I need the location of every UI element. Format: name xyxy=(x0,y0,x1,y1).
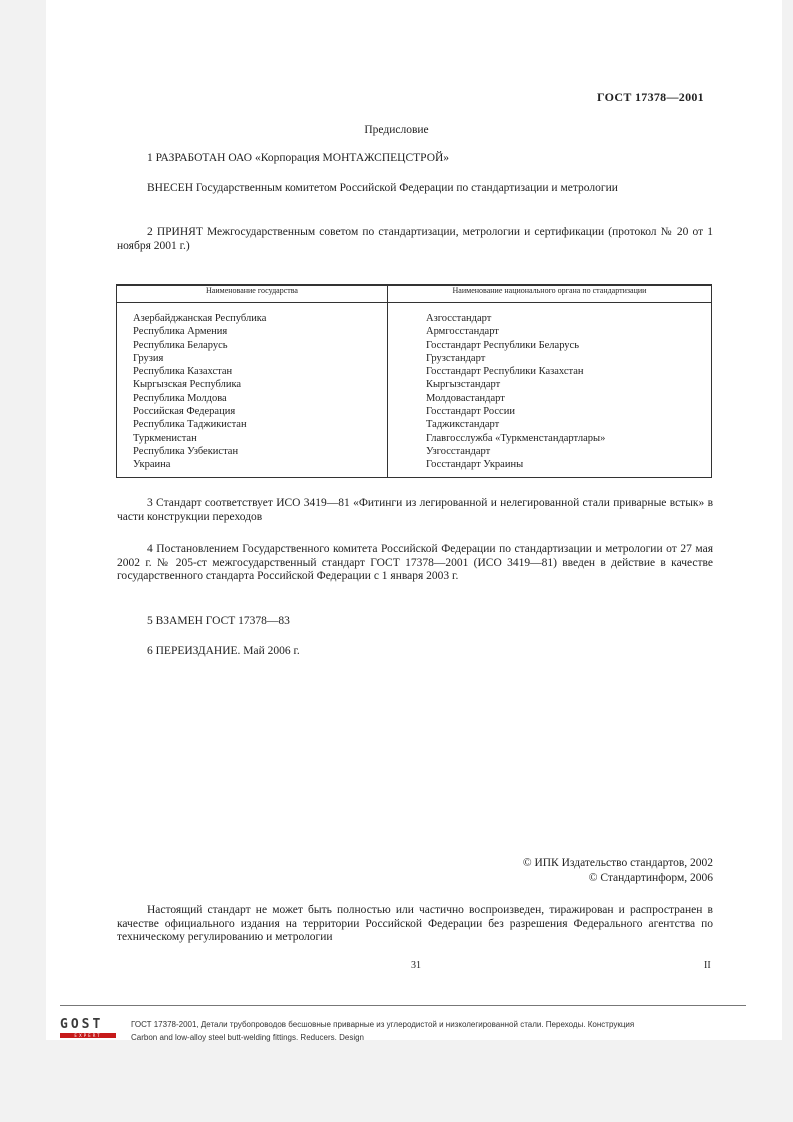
footer-divider xyxy=(60,1005,746,1006)
logo-top-text: GOST xyxy=(60,1017,104,1032)
standardization-body: Госстандарт Украины xyxy=(426,459,524,471)
table-header-state: Наименование государства xyxy=(117,285,388,303)
table-header-body: Наименование национального органа по стандартизации xyxy=(388,285,712,303)
standardization-body: Госстандарт Республики Казахстан xyxy=(426,366,584,378)
state-name: Грузия xyxy=(133,352,164,364)
paragraph-introduced: ВНЕСЕН Государственным комитетом Российской Федерации по стандартизации и метрологии xyxy=(147,182,618,194)
paragraph-reissue: 6 ПЕРЕИЗДАНИЕ. Май 2006 г. xyxy=(147,645,300,657)
standardization-body: Армгосстандарт xyxy=(426,326,499,338)
state-name: Республика Молдова xyxy=(133,392,227,404)
standardization-body: Госстандарт Республики Беларусь xyxy=(426,339,580,351)
paragraph-replaces: 5 ВЗАМЕН ГОСТ 17378—83 xyxy=(147,615,290,627)
state-name: Туркменистан xyxy=(133,432,197,444)
state-name: Российская Федерация xyxy=(133,406,236,418)
state-name: Республика Беларусь xyxy=(133,339,228,351)
gost-expert-logo xyxy=(60,1019,116,1038)
footer-title-en: Carbon and low-alloy steel butt-welding fittings. Reducers. Design xyxy=(131,1033,365,1042)
standardization-body: Таджикстандарт xyxy=(426,419,500,431)
paragraph-conformity: 3 Стандарт соответствует ИСО 3419—81 «Фитинги из легированной и нелегированной стали приварные встык» в части конструкции переходов xyxy=(117,497,713,523)
page-number: 31 xyxy=(411,960,421,971)
state-name: Кыргызская Республика xyxy=(133,379,242,391)
copyright-block xyxy=(523,856,713,886)
states-table xyxy=(116,284,712,478)
standardization-body: Главгосслужба «Туркменстандартлары» xyxy=(426,432,606,444)
page-title: Предисловие xyxy=(364,124,429,136)
state-name: Республика Казахстан xyxy=(133,366,233,378)
standardization-body: Узгосстандарт xyxy=(426,445,491,457)
standardization-body: Госстандарт России xyxy=(426,406,515,418)
state-name: Республика Армения xyxy=(133,326,228,338)
logo-bottom-text: EXPERT xyxy=(60,1033,116,1038)
paragraph-developed: 1 РАЗРАБОТАН ОАО «Корпорация МОНТАЖСПЕЦСТРОЙ» xyxy=(147,152,450,164)
standardization-body: Кыргызстандарт xyxy=(426,379,501,391)
footer-text xyxy=(131,1018,634,1044)
state-name: Республика Таджикистан xyxy=(133,419,247,431)
reproduction-notice: Настоящий стандарт не может быть полностью или частично воспроизведен, тиражирован и распространен в качестве официального издания на территории Российской Федерации без разрешения Федерального агентства по техническому регулированию и метрологии xyxy=(117,904,713,943)
paragraph-resolution: 4 Постановлением Государственного комитета Российской Федерации по стандартизации и метрологии от 27 мая 2002 г. № 205-ст межгосударственный стандарт ГОСТ 17378—2001 (ИСО 3419—81) введен в действие в качестве государственного стандарта Российской Федерации с 1 января 2003 г. xyxy=(117,543,713,582)
roman-page-number: II xyxy=(704,960,711,971)
state-name: Республика Узбекистан xyxy=(133,445,239,457)
standardization-body: Молдовастандарт xyxy=(426,392,505,404)
standard-code: ГОСТ 17378—2001 xyxy=(597,90,704,104)
state-name: Азербайджанская Республика xyxy=(133,313,267,324)
footer-title-ru: ГОСТ 17378-2001, Детали трубопроводов бесшовные приварные из углеродистой и низколегированной стали. Переходы. Конструкция xyxy=(131,1020,635,1029)
copyright-line-1: © ИПК Издательство стандартов, 2002 xyxy=(522,857,713,869)
states-list xyxy=(117,303,387,472)
paragraph-adopted: 2 ПРИНЯТ Межгосударственным советом по стандартизации, метрологии и сертификации (протокол № 20 от 1 ноября 2001 г.) xyxy=(117,226,713,252)
bodies-list xyxy=(388,303,711,472)
copyright-line-2: © Стандартинформ, 2006 xyxy=(588,872,713,884)
standardization-body: Азгосстандарт xyxy=(426,313,492,324)
state-name: Украина xyxy=(133,459,171,471)
standardization-body: Грузстандарт xyxy=(426,352,486,364)
